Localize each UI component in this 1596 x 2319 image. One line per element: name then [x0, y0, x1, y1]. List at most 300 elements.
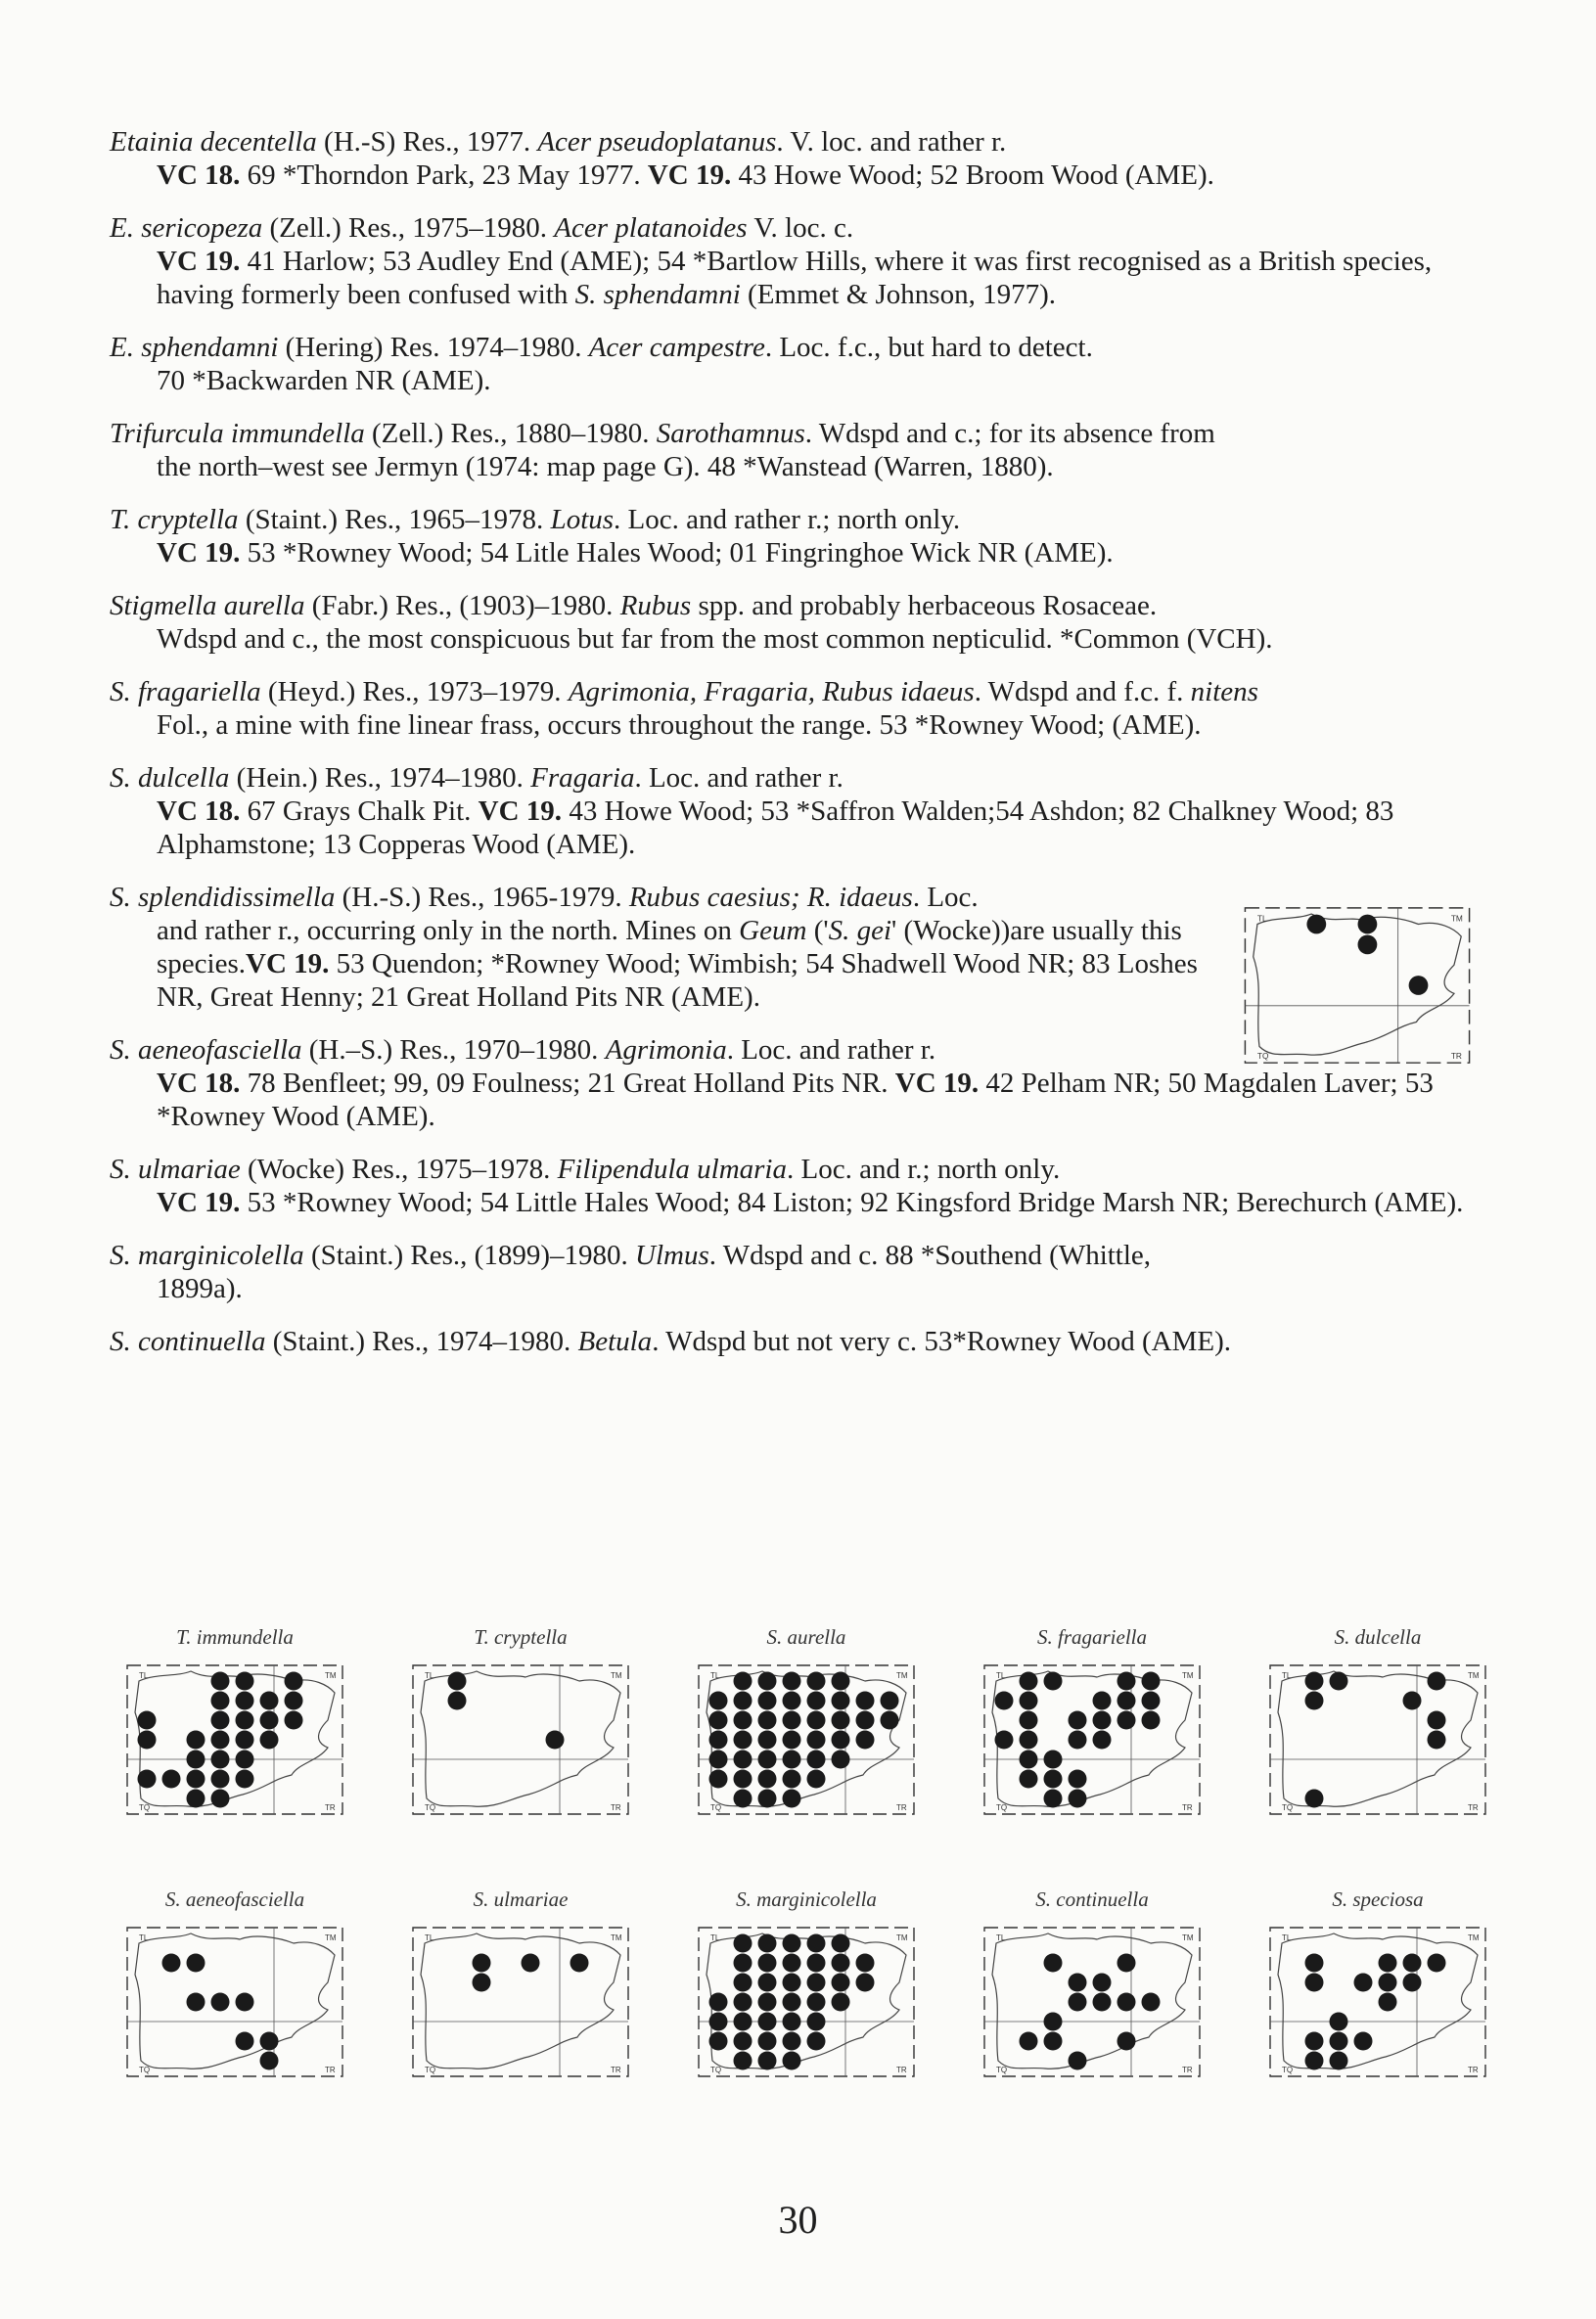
grid-square-label-tr: TR	[1182, 2066, 1193, 2074]
record-dot	[1117, 1692, 1136, 1710]
entry-text: 67 Grays Chalk Pit.	[240, 796, 479, 827]
record-dot	[1020, 1751, 1038, 1769]
record-dot	[734, 1954, 752, 1973]
record-dot	[807, 1672, 826, 1691]
map-caption: S. aeneofasciella	[164, 1887, 305, 1911]
map-caption: S. speciosa	[1332, 1887, 1424, 1911]
taxon-name: Stigmella aurella	[110, 590, 305, 621]
record-dot	[1305, 1954, 1324, 1973]
grid-square-label-tr: TR	[1182, 1803, 1193, 1812]
record-dot	[162, 1770, 181, 1789]
map-frame	[413, 1665, 628, 1814]
vice-county-label: VC 19.	[157, 537, 241, 568]
record-dot	[1044, 1672, 1063, 1691]
record-dot	[260, 2032, 279, 2051]
record-dot	[1069, 1711, 1087, 1730]
grid-square-label-tq: TQ	[996, 1803, 1008, 1812]
record-dot	[1044, 2032, 1063, 2051]
taxon-name: S. aeneofasciella	[110, 1034, 302, 1066]
record-dot	[783, 1692, 801, 1710]
record-dot	[758, 1974, 777, 1992]
record-dot	[260, 2052, 279, 2070]
entry-heading	[110, 211, 1480, 245]
map-frame	[984, 1665, 1200, 1814]
entry-heading	[110, 675, 1480, 708]
record-dot	[734, 1672, 752, 1691]
taxon-name: Rubus caesius; R. idaeus	[628, 882, 913, 913]
record-dot	[473, 1954, 491, 1973]
species-entry	[110, 589, 1480, 656]
record-dot	[1069, 1770, 1087, 1789]
map-graphic	[403, 1914, 638, 2090]
record-dot	[1117, 1711, 1136, 1730]
entry-text: ' (Wocke))are usually this species.	[157, 915, 1182, 979]
entry-body	[110, 1272, 1480, 1305]
record-dot	[1142, 1672, 1161, 1691]
entry-text: 78 Benfleet; 99, 09 Foulness; 21 Great Holland Pits NR.	[240, 1068, 895, 1099]
county-outline	[135, 1671, 335, 1806]
grid-square-label-tm: TM	[611, 1933, 622, 1942]
taxon-name: S. sphendamni	[574, 279, 741, 310]
taxon-name: T. cryptella	[110, 504, 239, 535]
entry-text: 1899a).	[157, 1273, 243, 1304]
entry-body	[110, 364, 1480, 397]
record-dot	[1117, 1954, 1136, 1973]
grid-square-label-tl: TL	[1282, 1671, 1292, 1680]
record-dot	[807, 2013, 826, 2031]
map-frame	[1270, 1665, 1485, 1814]
grid-square-label-tl: TL	[1256, 913, 1267, 924]
record-dot	[1305, 1692, 1324, 1710]
entry-heading	[110, 761, 1480, 795]
record-dot	[138, 1711, 157, 1730]
distribution-map	[1260, 1622, 1495, 1828]
record-dot	[758, 1672, 777, 1691]
vice-county-label: VC 19.	[894, 1068, 980, 1099]
record-dot	[1428, 1672, 1446, 1691]
entry-text: the north–west see Jermyn (1974: map page G). 48 *Wanstead (Warren, 1880).	[157, 451, 1054, 482]
record-dot	[807, 1934, 826, 1953]
species-entry	[110, 761, 1480, 861]
record-dot	[709, 1711, 728, 1730]
vice-county-label: VC 18.	[157, 796, 241, 827]
record-dot	[734, 1790, 752, 1808]
record-dot	[832, 1993, 850, 2012]
map-frame	[1245, 908, 1469, 1063]
record-dot	[1020, 1731, 1038, 1750]
entry-heading	[110, 881, 1220, 914]
record-dot	[1305, 1790, 1324, 1808]
record-dot	[236, 1692, 254, 1710]
record-dot	[187, 1770, 205, 1789]
record-dot	[783, 1770, 801, 1789]
map-caption: T. cryptella	[474, 1625, 568, 1649]
taxon-name: S. marginicolella	[110, 1240, 304, 1271]
record-dot	[1358, 915, 1378, 934]
record-dot	[832, 1974, 850, 1992]
grid-square-label-tm: TM	[1182, 1671, 1194, 1680]
record-dot	[881, 1692, 899, 1710]
entry-text: (Hering) Res. 1974–1980.	[278, 332, 589, 363]
grid-square-label-tl: TL	[139, 1671, 149, 1680]
record-dot	[856, 1954, 875, 1973]
taxon-name: nitens	[1190, 676, 1258, 707]
entry-text: 43 Howe Wood; 53 *Saffron Walden;54 Ashdon; 82 Chalkney Wood; 83 Alphamstone; 13 Copperas Wood (AME).	[157, 796, 1394, 860]
taxon-name: Geum	[739, 915, 807, 946]
record-dot	[211, 1770, 230, 1789]
record-dot	[856, 1692, 875, 1710]
entry-text: ('	[806, 915, 829, 946]
record-dot	[832, 1751, 850, 1769]
record-dot	[758, 1954, 777, 1973]
grid-square-label-tq: TQ	[1256, 1051, 1269, 1061]
entry-text: 70 *Backwarden NR (AME).	[157, 365, 491, 396]
record-dot	[473, 1974, 491, 1992]
species-entry	[110, 1153, 1480, 1219]
record-dot	[260, 1711, 279, 1730]
record-dot	[236, 2032, 254, 2051]
record-dot	[709, 1770, 728, 1789]
entry-heading	[110, 503, 1480, 536]
record-dot	[807, 1993, 826, 2012]
species-entry	[110, 503, 1480, 569]
record-dot	[546, 1731, 565, 1750]
entry-text: . Loc. f.c., but hard to detect.	[764, 332, 1093, 363]
record-dot	[758, 1934, 777, 1953]
entry-heading	[110, 331, 1480, 364]
entry-text: . Loc. and r.; north only.	[787, 1154, 1061, 1185]
record-dot	[807, 1770, 826, 1789]
vice-county-label: VC 19.	[157, 246, 241, 277]
record-dot	[1354, 1974, 1373, 1992]
record-dot	[285, 1672, 303, 1691]
record-dot	[758, 1790, 777, 1808]
record-dot	[211, 1711, 230, 1730]
distribution-maps-grid	[117, 1622, 1487, 2268]
county-outline	[1254, 914, 1462, 1055]
distribution-map	[689, 1885, 924, 2090]
record-dot	[783, 1993, 801, 2012]
entry-text: (Staint.) Res., 1974–1980.	[265, 1326, 578, 1357]
record-dot	[1409, 976, 1429, 995]
grid-square-label-tr: TR	[1468, 1803, 1479, 1812]
record-dot	[1020, 1770, 1038, 1789]
map-graphic	[975, 1914, 1209, 2090]
county-outline	[421, 1933, 620, 2069]
entry-text-block	[110, 881, 1220, 1014]
entry-text: spp. and probably herbaceous Rosaceae.	[691, 590, 1158, 621]
grid-square-label-tl: TL	[710, 1933, 720, 1942]
record-dot	[709, 1751, 728, 1769]
record-dot	[522, 1954, 540, 1973]
record-dot	[758, 1770, 777, 1789]
vice-county-label: VC 19.	[478, 796, 563, 827]
record-dot	[211, 1993, 230, 2012]
grid-square-label-tr: TR	[325, 2066, 336, 2074]
distribution-map	[403, 1622, 638, 1828]
entry-text: (Emmet & Johnson, 1977).	[740, 279, 1056, 310]
record-dot	[1117, 1993, 1136, 2012]
taxon-name: Fragaria	[530, 762, 635, 794]
record-dot	[1142, 1711, 1161, 1730]
record-dot	[783, 1954, 801, 1973]
entry-text: (H.–S.) Res., 1970–1980.	[301, 1034, 606, 1066]
vice-county-label: VC 19.	[157, 1187, 241, 1218]
grid-square-label-tq: TQ	[139, 1803, 151, 1812]
county-outline	[1278, 1671, 1478, 1806]
grid-square-label-tr: TR	[1450, 1051, 1462, 1061]
record-dot	[783, 1672, 801, 1691]
record-dot	[236, 1711, 254, 1730]
county-outline	[135, 1933, 335, 2069]
map-graphic	[689, 1652, 924, 1828]
record-dot	[1305, 1672, 1324, 1691]
record-dot	[783, 1974, 801, 1992]
entry-text: (Staint.) Res., (1899)–1980.	[303, 1240, 635, 1271]
record-dot	[758, 1711, 777, 1730]
vice-county-label: VC 19.	[647, 159, 732, 191]
record-dot	[1305, 1974, 1324, 1992]
grid-square-label-tq: TQ	[710, 1803, 722, 1812]
record-dot	[138, 1770, 157, 1789]
record-dot	[734, 1993, 752, 2012]
taxon-name: S. splendidissimella	[110, 882, 336, 913]
record-dot	[783, 1934, 801, 1953]
record-dot	[832, 1672, 850, 1691]
grid-square-label-tr: TR	[611, 1803, 621, 1812]
grid-square-label-tm: TM	[611, 1671, 622, 1680]
record-dot	[807, 2032, 826, 2051]
vice-county-label: VC 18.	[157, 159, 241, 191]
record-dot	[1020, 1692, 1038, 1710]
record-dot	[236, 1731, 254, 1750]
record-dot	[783, 1751, 801, 1769]
record-dot	[1428, 1711, 1446, 1730]
record-dot	[807, 1954, 826, 1973]
record-dot	[758, 2032, 777, 2051]
record-dot	[758, 1731, 777, 1750]
record-dot	[758, 1993, 777, 2012]
record-dot	[1069, 1731, 1087, 1750]
entry-body	[110, 245, 1480, 311]
map-caption: T. immundella	[176, 1625, 294, 1649]
record-dot	[758, 1692, 777, 1710]
record-dot	[1093, 1993, 1112, 2012]
record-dot	[783, 2052, 801, 2070]
entry-text: . Loc. and rather r.; north only.	[614, 504, 961, 535]
entry-body	[110, 1186, 1480, 1219]
map-caption: S. dulcella	[1334, 1625, 1422, 1649]
distribution-map	[975, 1622, 1209, 1828]
record-dot	[1379, 1974, 1397, 1992]
record-dot	[807, 1731, 826, 1750]
grid-square-label-tl: TL	[139, 1933, 149, 1942]
record-dot	[709, 2013, 728, 2031]
species-entry	[110, 125, 1480, 192]
record-dot	[211, 1692, 230, 1710]
grid-square-label-tr: TR	[896, 2066, 907, 2074]
record-dot	[832, 1731, 850, 1750]
entry-text: (Fabr.) Res., (1903)–1980.	[304, 590, 620, 621]
map-frame	[127, 1928, 342, 2076]
map-graphic	[117, 1652, 352, 1828]
record-dot	[260, 1731, 279, 1750]
entry-text: (Zell.) Res., 1975–1980.	[262, 212, 555, 244]
record-dot	[783, 2013, 801, 2031]
record-dot	[783, 1711, 801, 1730]
record-dot	[1069, 1974, 1087, 1992]
entry-text: (Hein.) Res., 1974–1980.	[229, 762, 531, 794]
entry-text: 42 Pelham NR; 50 Magdalen Laver; 53 *Rowney Wood (AME).	[157, 1068, 1434, 1132]
entry-text: (Zell.) Res., 1880–1980.	[364, 418, 657, 449]
grid-square-label-tq: TQ	[1282, 1803, 1294, 1812]
map-graphic	[403, 1652, 638, 1828]
grid-square-label-tq: TQ	[139, 2066, 151, 2074]
map-graphic	[1260, 1652, 1495, 1828]
record-dot	[1330, 2013, 1348, 2031]
record-dot	[995, 1731, 1014, 1750]
species-entry	[110, 331, 1480, 397]
record-dot	[1020, 2032, 1038, 2051]
taxon-name: Acer platanoides	[554, 212, 748, 244]
record-dot	[1428, 1731, 1446, 1750]
species-entry	[110, 675, 1480, 742]
map-caption: S. fragariella	[1036, 1625, 1147, 1649]
record-dot	[783, 1731, 801, 1750]
record-dot	[1044, 1954, 1063, 1973]
record-dot	[1117, 2032, 1136, 2051]
taxon-name: Sarothamnus	[656, 418, 805, 449]
grid-square-label-tq: TQ	[425, 1803, 436, 1812]
record-dot	[734, 1731, 752, 1750]
map-frame	[413, 1928, 628, 2076]
entry-body	[110, 450, 1480, 483]
taxon-name: S. ulmariae	[110, 1154, 241, 1185]
taxon-name: Filipendula ulmaria	[557, 1154, 787, 1185]
vice-county-label: VC 19.	[246, 948, 330, 979]
record-dot	[807, 1751, 826, 1769]
grid-square-label-tm: TM	[1182, 1933, 1194, 1942]
record-dot	[1306, 915, 1326, 934]
distribution-map	[975, 1885, 1209, 2090]
grid-square-label-tl: TL	[425, 1933, 434, 1942]
taxon-name: Lotus	[550, 504, 615, 535]
grid-square-label-tq: TQ	[710, 2066, 722, 2074]
entry-body	[110, 795, 1480, 861]
record-dot	[236, 1770, 254, 1789]
record-dot	[832, 1692, 850, 1710]
record-dot	[1330, 2032, 1348, 2051]
entry-text: (H.-S) Res., 1977.	[316, 126, 538, 158]
map-frame	[1270, 1928, 1485, 2076]
map-graphic	[689, 1914, 924, 2090]
record-dot	[1044, 1770, 1063, 1789]
entry-heading	[110, 589, 1480, 622]
entry-body	[110, 914, 1220, 1014]
record-dot	[758, 1751, 777, 1769]
record-dot	[734, 1711, 752, 1730]
map-caption: S. aurella	[766, 1625, 846, 1649]
map-frame	[984, 1928, 1200, 2076]
record-dot	[1379, 1993, 1397, 2012]
grid-square-label-tm: TM	[1468, 1933, 1480, 1942]
vice-county-label: VC 18.	[157, 1068, 241, 1099]
record-dot	[1044, 1790, 1063, 1808]
record-dot	[285, 1692, 303, 1710]
record-dot	[1403, 1974, 1422, 1992]
record-dot	[187, 1954, 205, 1973]
record-dot	[1142, 1993, 1161, 2012]
map-caption: S. marginicolella	[736, 1887, 877, 1911]
entry-text: . Loc. and rather r.	[726, 1034, 936, 1066]
distribution-map	[117, 1622, 352, 1828]
map-frame	[127, 1665, 342, 1814]
grid-square-label-tq: TQ	[425, 2066, 436, 2074]
grid-square-label-tm: TM	[325, 1671, 337, 1680]
record-dot	[856, 1974, 875, 1992]
record-dot	[1403, 1692, 1422, 1710]
taxon-name: Etainia decentella	[110, 126, 317, 158]
taxon-name: Trifurcula immundella	[110, 418, 365, 449]
grid-square-label-tr: TR	[325, 1803, 336, 1812]
taxon-name: Agrimonia, Fragaria, Rubus idaeus	[568, 676, 975, 707]
distribution-map	[1260, 1885, 1495, 2090]
entry-text: . Wdspd and c. 88 *Southend (Whittle,	[708, 1240, 1152, 1271]
record-dot	[1330, 1672, 1348, 1691]
entry-text: 53 *Rowney Wood; 54 Little Hales Wood; 84 Liston; 92 Kingsford Bridge Marsh NR; Berechurch (AME).	[240, 1187, 1464, 1218]
grid-square-label-tm: TM	[325, 1933, 337, 1942]
record-dot	[187, 1751, 205, 1769]
taxon-name: Betula	[577, 1326, 653, 1357]
grid-square-label-tl: TL	[996, 1671, 1006, 1680]
record-dot	[758, 2013, 777, 2031]
record-dot	[1330, 2052, 1348, 2070]
record-dot	[285, 1711, 303, 1730]
record-dot	[734, 1770, 752, 1789]
grid-square-label-tm: TM	[1468, 1671, 1480, 1680]
record-dot	[162, 1954, 181, 1973]
entry-text: . Wdspd but not very c. 53*Rowney Wood (AME).	[652, 1326, 1232, 1357]
entry-text: . Loc.	[912, 882, 979, 913]
taxon-name: E. sphendamni	[110, 332, 279, 363]
grid-square-label-tl: TL	[425, 1671, 434, 1680]
entry-text: . Wdspd and c.; for its absence from	[804, 418, 1215, 449]
entry-heading	[110, 1153, 1480, 1186]
taxon-name: Ulmus	[635, 1240, 709, 1271]
record-dot	[1020, 1711, 1038, 1730]
grid-square-label-tm: TM	[896, 1933, 908, 1942]
record-dot	[1044, 1751, 1063, 1769]
entry-text: (Wocke) Res., 1975–1978.	[240, 1154, 558, 1185]
record-dot	[1354, 2032, 1373, 2051]
record-dot	[570, 1954, 589, 1973]
entry-text: . Wdspd and f.c. f.	[974, 676, 1191, 707]
entry-text: (H.-S.) Res., 1965-1979.	[335, 882, 629, 913]
record-dot	[1305, 2052, 1324, 2070]
county-outline	[992, 1933, 1192, 2069]
record-dot	[1379, 1954, 1397, 1973]
entry-body	[110, 622, 1480, 656]
record-dot	[734, 2052, 752, 2070]
species-entries	[110, 125, 1480, 1378]
map-graphic	[975, 1652, 1209, 1828]
record-dot	[236, 1672, 254, 1691]
taxon-name: S. dulcella	[110, 762, 230, 794]
record-dot	[211, 1751, 230, 1769]
record-dot	[734, 2032, 752, 2051]
record-dot	[881, 1711, 899, 1730]
record-dot	[1069, 1993, 1087, 2012]
